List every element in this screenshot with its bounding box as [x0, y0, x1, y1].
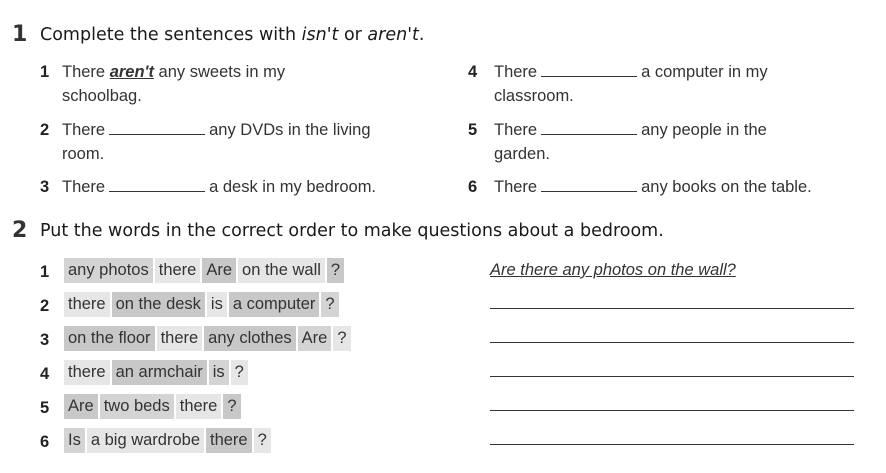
item-text: There: [494, 121, 538, 139]
item-text: any sweets in my: [153, 63, 286, 81]
item-number: 4: [468, 63, 478, 81]
item-text: any people in the: [641, 121, 767, 139]
word-chip[interactable]: any photos: [64, 258, 153, 283]
ex1-item-5: [468, 118, 878, 166]
word-chip[interactable]: any clothes: [204, 326, 295, 351]
example-answer: Are there any photos on the wall?: [490, 261, 736, 279]
word-chip[interactable]: Are: [202, 258, 236, 283]
word-chip[interactable]: ?: [327, 258, 344, 283]
word-chip[interactable]: ?: [231, 360, 248, 385]
word-chips-3: [64, 324, 353, 352]
item-number: 6: [468, 178, 478, 196]
item-text: any books on the table.: [641, 178, 812, 196]
answer-line[interactable]: [490, 410, 854, 411]
answer-blank[interactable]: [109, 177, 205, 192]
answer-blank[interactable]: [109, 120, 205, 135]
item-text: There: [494, 63, 538, 81]
answer-line[interactable]: [490, 444, 854, 445]
word-chip[interactable]: on the desk: [112, 292, 205, 317]
word-chip[interactable]: ?: [321, 292, 338, 317]
instruction-word-arent: aren't: [367, 25, 419, 45]
word-chip[interactable]: a computer: [229, 292, 320, 317]
question-number: 1: [40, 263, 50, 281]
word-chips-6: [64, 426, 273, 454]
word-chip[interactable]: ?: [223, 394, 240, 419]
word-chip[interactable]: there: [176, 394, 222, 419]
word-chips-4: [64, 358, 250, 386]
ex1-item-4: [468, 60, 878, 108]
ex1-item-1: [40, 60, 440, 108]
word-chips-2: [64, 290, 341, 318]
word-chip[interactable]: is: [209, 360, 229, 385]
question-number: 4: [40, 365, 50, 383]
item-text: There: [62, 178, 106, 196]
word-chip[interactable]: two beds: [100, 394, 174, 419]
word-chip[interactable]: ?: [333, 326, 350, 351]
instruction-text: Complete the sentences with: [40, 25, 302, 45]
answer-line[interactable]: [490, 308, 854, 309]
word-chip[interactable]: Are: [64, 394, 98, 419]
ex1-item-3: [40, 175, 460, 199]
word-chip[interactable]: ?: [254, 428, 271, 453]
item-text-continued: garden.: [494, 145, 550, 163]
answer-blank[interactable]: [541, 120, 637, 135]
question-number: 2: [40, 297, 50, 315]
ex1-item-2: [40, 118, 450, 166]
item-number: 3: [40, 178, 50, 196]
item-text: a desk in my bedroom.: [209, 178, 377, 196]
word-chip[interactable]: an armchair: [112, 360, 207, 385]
item-text: There: [62, 63, 110, 81]
question-number: 3: [40, 331, 50, 349]
example-answer: aren't: [109, 63, 154, 81]
word-chip[interactable]: on the wall: [238, 258, 325, 283]
item-text: There: [62, 121, 106, 139]
item-number: 5: [468, 121, 478, 139]
word-chip[interactable]: there: [64, 292, 110, 317]
word-chip[interactable]: is: [207, 292, 227, 317]
word-chips-1: [64, 256, 346, 284]
word-chip[interactable]: a big wardrobe: [87, 428, 204, 453]
item-text-continued: room.: [62, 145, 105, 163]
answer-line[interactable]: [490, 342, 854, 343]
item-text: a computer in my: [641, 63, 768, 81]
word-chip[interactable]: on the floor: [64, 326, 155, 351]
word-chip[interactable]: there: [157, 326, 203, 351]
item-text: any DVDs in the living: [209, 121, 371, 139]
word-chip[interactable]: there: [64, 360, 110, 385]
word-chip[interactable]: there: [206, 428, 252, 453]
question-number: 5: [40, 399, 50, 417]
exercise-2-number: 2: [12, 218, 28, 243]
answer-blank[interactable]: [541, 177, 637, 192]
word-chip[interactable]: Are: [298, 326, 332, 351]
word-chip[interactable]: there: [155, 258, 201, 283]
instruction-text-or: or: [338, 25, 368, 45]
instruction-text-end: .: [418, 25, 425, 45]
item-number: 1: [40, 63, 50, 81]
exercise-2-instruction: Put the words in the correct order to make questions about a bedroom.: [40, 221, 664, 241]
item-number: 2: [40, 121, 50, 139]
instruction-word-isnt: isn't: [301, 25, 339, 45]
question-number: 6: [40, 433, 50, 451]
item-text: There: [494, 178, 538, 196]
item-text-continued: classroom.: [494, 87, 574, 105]
item-text-continued: schoolbag.: [62, 87, 142, 105]
answer-line[interactable]: [490, 376, 854, 377]
exercise-1-number: 1: [12, 22, 28, 47]
exercise-1-instruction: [40, 25, 424, 45]
word-chips-5: [64, 392, 243, 420]
ex1-item-6: [468, 175, 884, 199]
word-chip[interactable]: Is: [64, 428, 85, 453]
answer-blank[interactable]: [541, 62, 637, 77]
